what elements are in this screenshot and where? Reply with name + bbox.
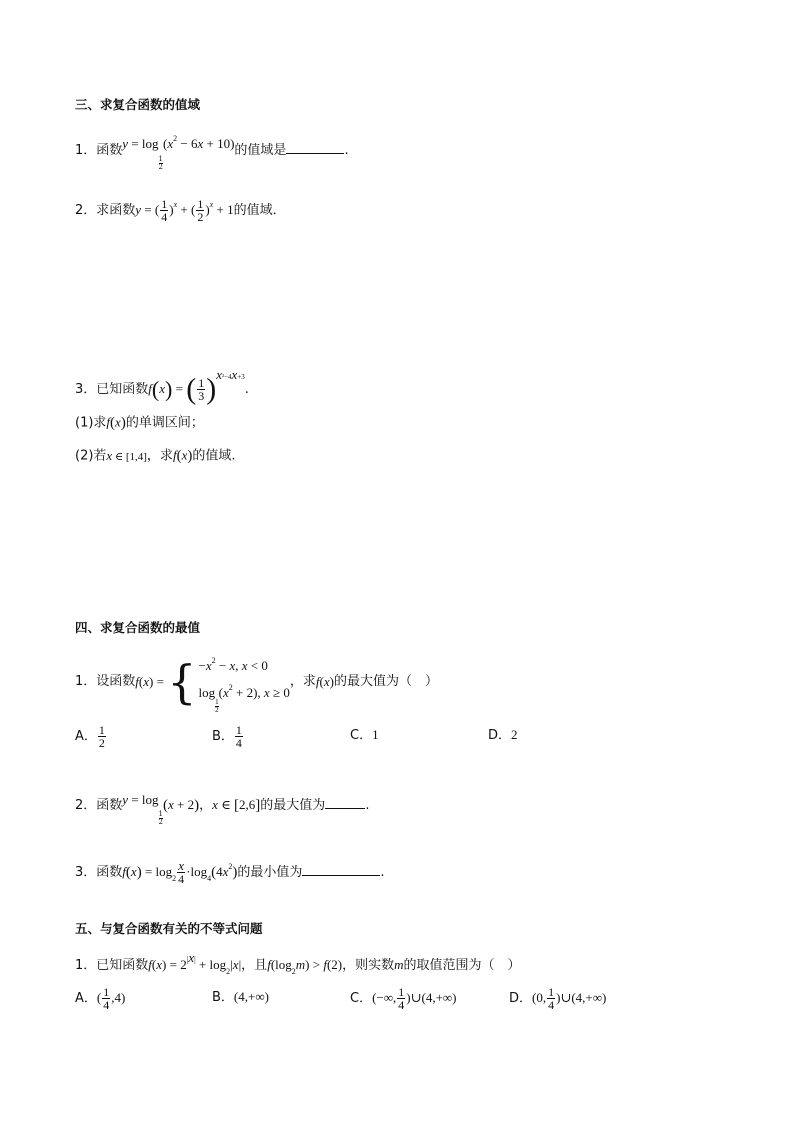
sec4-question-2: 2．函数y = log $\frac{1}{2}$ (x + 2)，x ∈ [2,6]的最大值为 . — [75, 792, 370, 826]
section-3-title: 三、求复合函数的值域 — [75, 97, 201, 112]
sec3-question-1: 1．函数y = log $\frac{1}{2}$ $(x^2 - 6x + 10)$的值域是 . — [75, 134, 349, 171]
sec3-question-3-part-1: (1)求f(x)的单调区间； — [75, 414, 204, 431]
section-4-title: 四、求复合函数的最值 — [75, 620, 201, 635]
section-5-title: 五、与复合函数有关的不等式问题 — [75, 921, 263, 936]
option-b[interactable]: B． $\frac{1}{4}$ — [212, 723, 242, 750]
sec5-question-1: 1．已知函数$f(x) = 2^{|x|} + \log_2|x|$，且$f(\log_2m) > f(2)$，则实数m的取值范围为（ ） — [75, 950, 521, 976]
sec4-question-1: 1．设函数f(x) = { $-x^2 - x$, x < 0 log $\frac{1}{2}$ $(x^2 + 2)$, x ≥ 0 ，求f(x)的最大值为（ ） — [75, 650, 438, 706]
sec3-question-3: 3．已知函数f(x) = ( $\frac{1}{3}$ )$^{x^2-4x+3}$. — [75, 367, 249, 406]
sec3-question-2: 2．求函数y = ( $\frac{1}{4}$ )$^x$ + ( $\frac{1}{2}$ )$^x$ + 1的值域． — [75, 197, 286, 224]
sec4-question-3: 3．函数$f(x) = \log_2$ $\frac{x}{4}$ $\cdot\log_4(4x^2)$的最小值为 . — [75, 858, 385, 886]
option-a[interactable]: A． $\frac{1}{2}$ — [75, 723, 105, 750]
option-c[interactable]: C．(−∞, $\frac{1}{4}$ )∪(4,+∞) — [350, 985, 457, 1012]
formula-y: y — [122, 136, 129, 151]
piecewise-brace: { $-x^2 - x$, x < 0 log $\frac{1}{2}$ $(x^2 + 2)$, x ≥ 0 — [167, 655, 290, 714]
answer-blank — [325, 796, 365, 809]
answer-blank — [286, 141, 344, 154]
option-b[interactable]: B．(4,+∞) — [212, 989, 269, 1005]
answer-blank — [302, 863, 380, 876]
option-a[interactable]: A．( $\frac{1}{4}$ ,4) — [75, 985, 126, 1012]
option-d[interactable]: D．(0, $\frac{1}{4}$ )∪(4,+∞) — [509, 985, 607, 1012]
sec3-question-3-part-2: (2)若x ∈ [1,4]，求f(x)的值域. — [75, 447, 236, 464]
option-d[interactable]: D．2 — [488, 727, 518, 743]
option-c[interactable]: C．1 — [350, 727, 379, 743]
